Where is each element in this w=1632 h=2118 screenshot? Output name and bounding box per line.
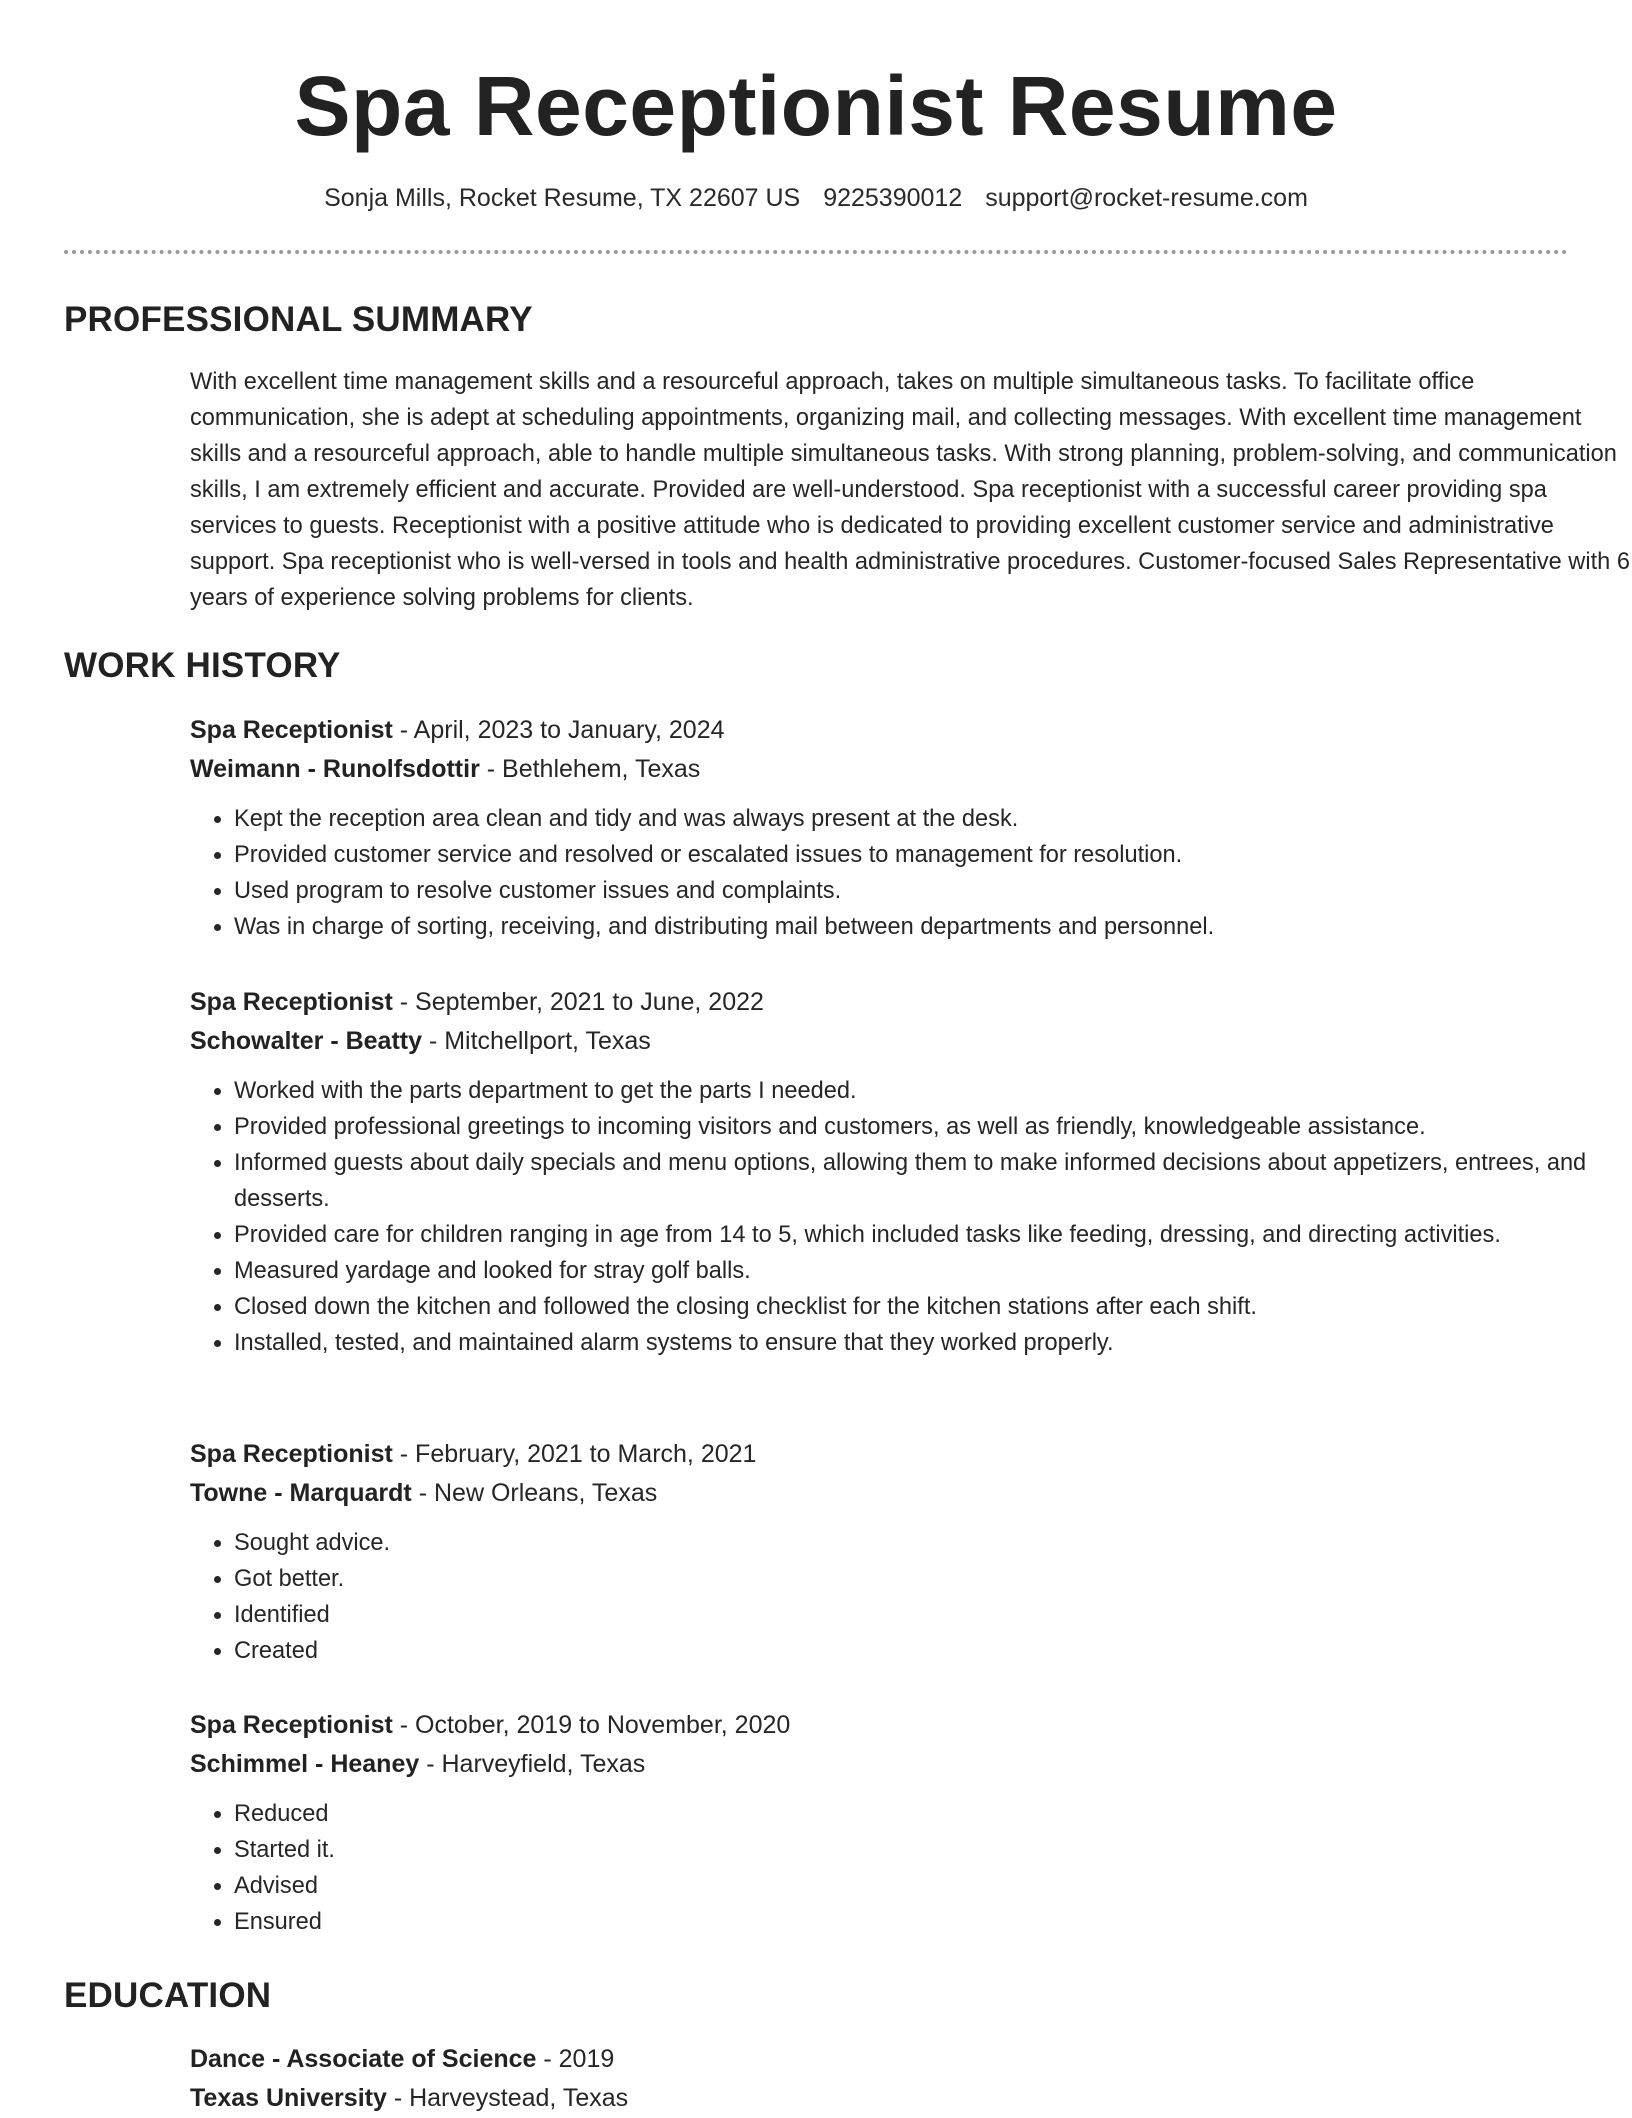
- duty-item: • Started it.: [234, 1832, 1630, 1868]
- job-dates: - April, 2023 to January, 2024: [392, 716, 725, 744]
- resume-title: Spa Receptionist Resume: [294, 59, 1338, 153]
- duty-item: • Ensured: [234, 1904, 1630, 1940]
- duty-item: • Installed, tested, and maintained alarm systems to ensure that they worked properly.: [234, 1325, 1630, 1361]
- duty-item: • Worked with the parts department to get the parts I needed.: [234, 1073, 1630, 1109]
- duty-item: • Sought advice.: [234, 1525, 1630, 1561]
- job-location: - New Orleans, Texas: [411, 1479, 658, 1507]
- duty-item: • Provided customer service and resolved or escalated issues to management for resolution.: [234, 837, 1630, 873]
- job-dates: - February, 2021 to March, 2021: [392, 1440, 757, 1468]
- duty-item: • Measured yardage and looked for stray golf balls.: [234, 1253, 1630, 1289]
- duty-item: • Closed down the kitchen and followed the closing checklist for the kitchen stations after each shift.: [234, 1289, 1630, 1325]
- job-duties: [190, 1073, 1630, 1361]
- education-school-line: [190, 2079, 1630, 2118]
- job-title: Spa Receptionist: [190, 1711, 393, 1739]
- job-title: Spa Receptionist: [190, 1440, 393, 1468]
- duty-item: • Reduced: [234, 1796, 1630, 1832]
- job-dates: - September, 2021 to June, 2022: [392, 988, 764, 1016]
- job-entry: [190, 983, 1630, 1361]
- education-year: - 2019: [536, 2045, 615, 2073]
- education-location: - Harveystead, Texas: [386, 2084, 629, 2112]
- job-company-line: [190, 750, 1630, 789]
- contact-phone: 9225390012: [823, 184, 963, 212]
- job-entry: [190, 1435, 1630, 1669]
- job-title-line: [190, 983, 1630, 1022]
- job-company-line: [190, 1745, 1630, 1784]
- duty-item: • Identified: [234, 1597, 1630, 1633]
- education-school: Texas University: [190, 2084, 387, 2112]
- duty-item: • Used program to resolve customer issues and complaints.: [234, 873, 1630, 909]
- job-location: - Mitchellport, Texas: [422, 1027, 651, 1055]
- duty-item: • Kept the reception area clean and tidy and was always present at the desk.: [234, 801, 1630, 837]
- job-company: Towne - Marquardt: [190, 1479, 412, 1507]
- job-entry: [190, 711, 1630, 945]
- contact-address: Sonja Mills, Rocket Resume, TX 22607 US: [324, 184, 801, 212]
- job-duties: [190, 1525, 1630, 1669]
- duty-item: • Was in charge of sorting, receiving, and distributing mail between departments and personnel.: [234, 909, 1630, 945]
- job-company: Schowalter - Beatty: [190, 1027, 423, 1055]
- duty-item: • Informed guests about daily specials and menu options, allowing them to make informed decisions about appetizers, entrees, and desserts.: [234, 1145, 1630, 1217]
- summary-text: With excellent time management skills and a resourceful approach, takes on multiple simultaneous tasks. To facilitate office communication, she is adept at scheduling appointments, organizing mail, and collecting messages. With excellent time management skills and a resourceful approach, able to handle multiple simultaneous tasks. With strong planning, problem-solving, and communication skills, I am extremely efficient and accurate. Provided are well-understood. Spa receptionist with a successful career providing spa services to guests. Receptionist with a positive attitude who is dedicated to providing excellent customer service and administrative support. Spa receptionist who is well-versed in tools and health administrative procedures. Customer-focused Sales Representative with 6 years of experience solving problems for clients.: [190, 369, 1630, 611]
- job-company-line: [190, 1474, 1630, 1513]
- work-history-heading: WORK HISTORY: [64, 646, 341, 685]
- duty-item: • Provided care for children ranging in age from 14 to 5, which included tasks like feeding, dressing, and directing activities.: [234, 1217, 1630, 1253]
- summary-heading: PROFESSIONAL SUMMARY: [64, 300, 533, 339]
- job-duties: [190, 801, 1630, 945]
- job-title-line: [190, 711, 1630, 750]
- job-title-line: [190, 1706, 1630, 1745]
- contact-line: [64, 180, 1568, 216]
- job-duties: [190, 1796, 1630, 1940]
- duty-item: • Advised: [234, 1868, 1630, 1904]
- job-dates: - October, 2019 to November, 2020: [392, 1711, 791, 1739]
- job-company-line: [190, 1022, 1630, 1061]
- education-heading: EDUCATION: [64, 1976, 272, 2015]
- job-entry: [190, 1706, 1630, 1940]
- education-degree: Dance - Associate of Science: [190, 2045, 537, 2073]
- header-divider: [64, 250, 1568, 254]
- education-degree-line: [190, 2040, 1630, 2079]
- contact-email: support@rocket-resume.com: [985, 184, 1308, 212]
- education-entry: [190, 2040, 1630, 2118]
- job-location: - Bethlehem, Texas: [479, 755, 701, 783]
- job-title-line: [190, 1435, 1630, 1474]
- job-location: - Harveyfield, Texas: [419, 1750, 646, 1778]
- duty-item: • Created: [234, 1633, 1630, 1669]
- duty-item: • Got better.: [234, 1561, 1630, 1597]
- job-title: Spa Receptionist: [190, 988, 393, 1016]
- job-title: Spa Receptionist: [190, 716, 393, 744]
- duty-item: • Provided professional greetings to incoming visitors and customers, as well as friendly, knowledgeable assistance.: [234, 1109, 1630, 1145]
- job-company: Weimann - Runolfsdottir: [190, 755, 480, 783]
- job-company: Schimmel - Heaney: [190, 1750, 420, 1778]
